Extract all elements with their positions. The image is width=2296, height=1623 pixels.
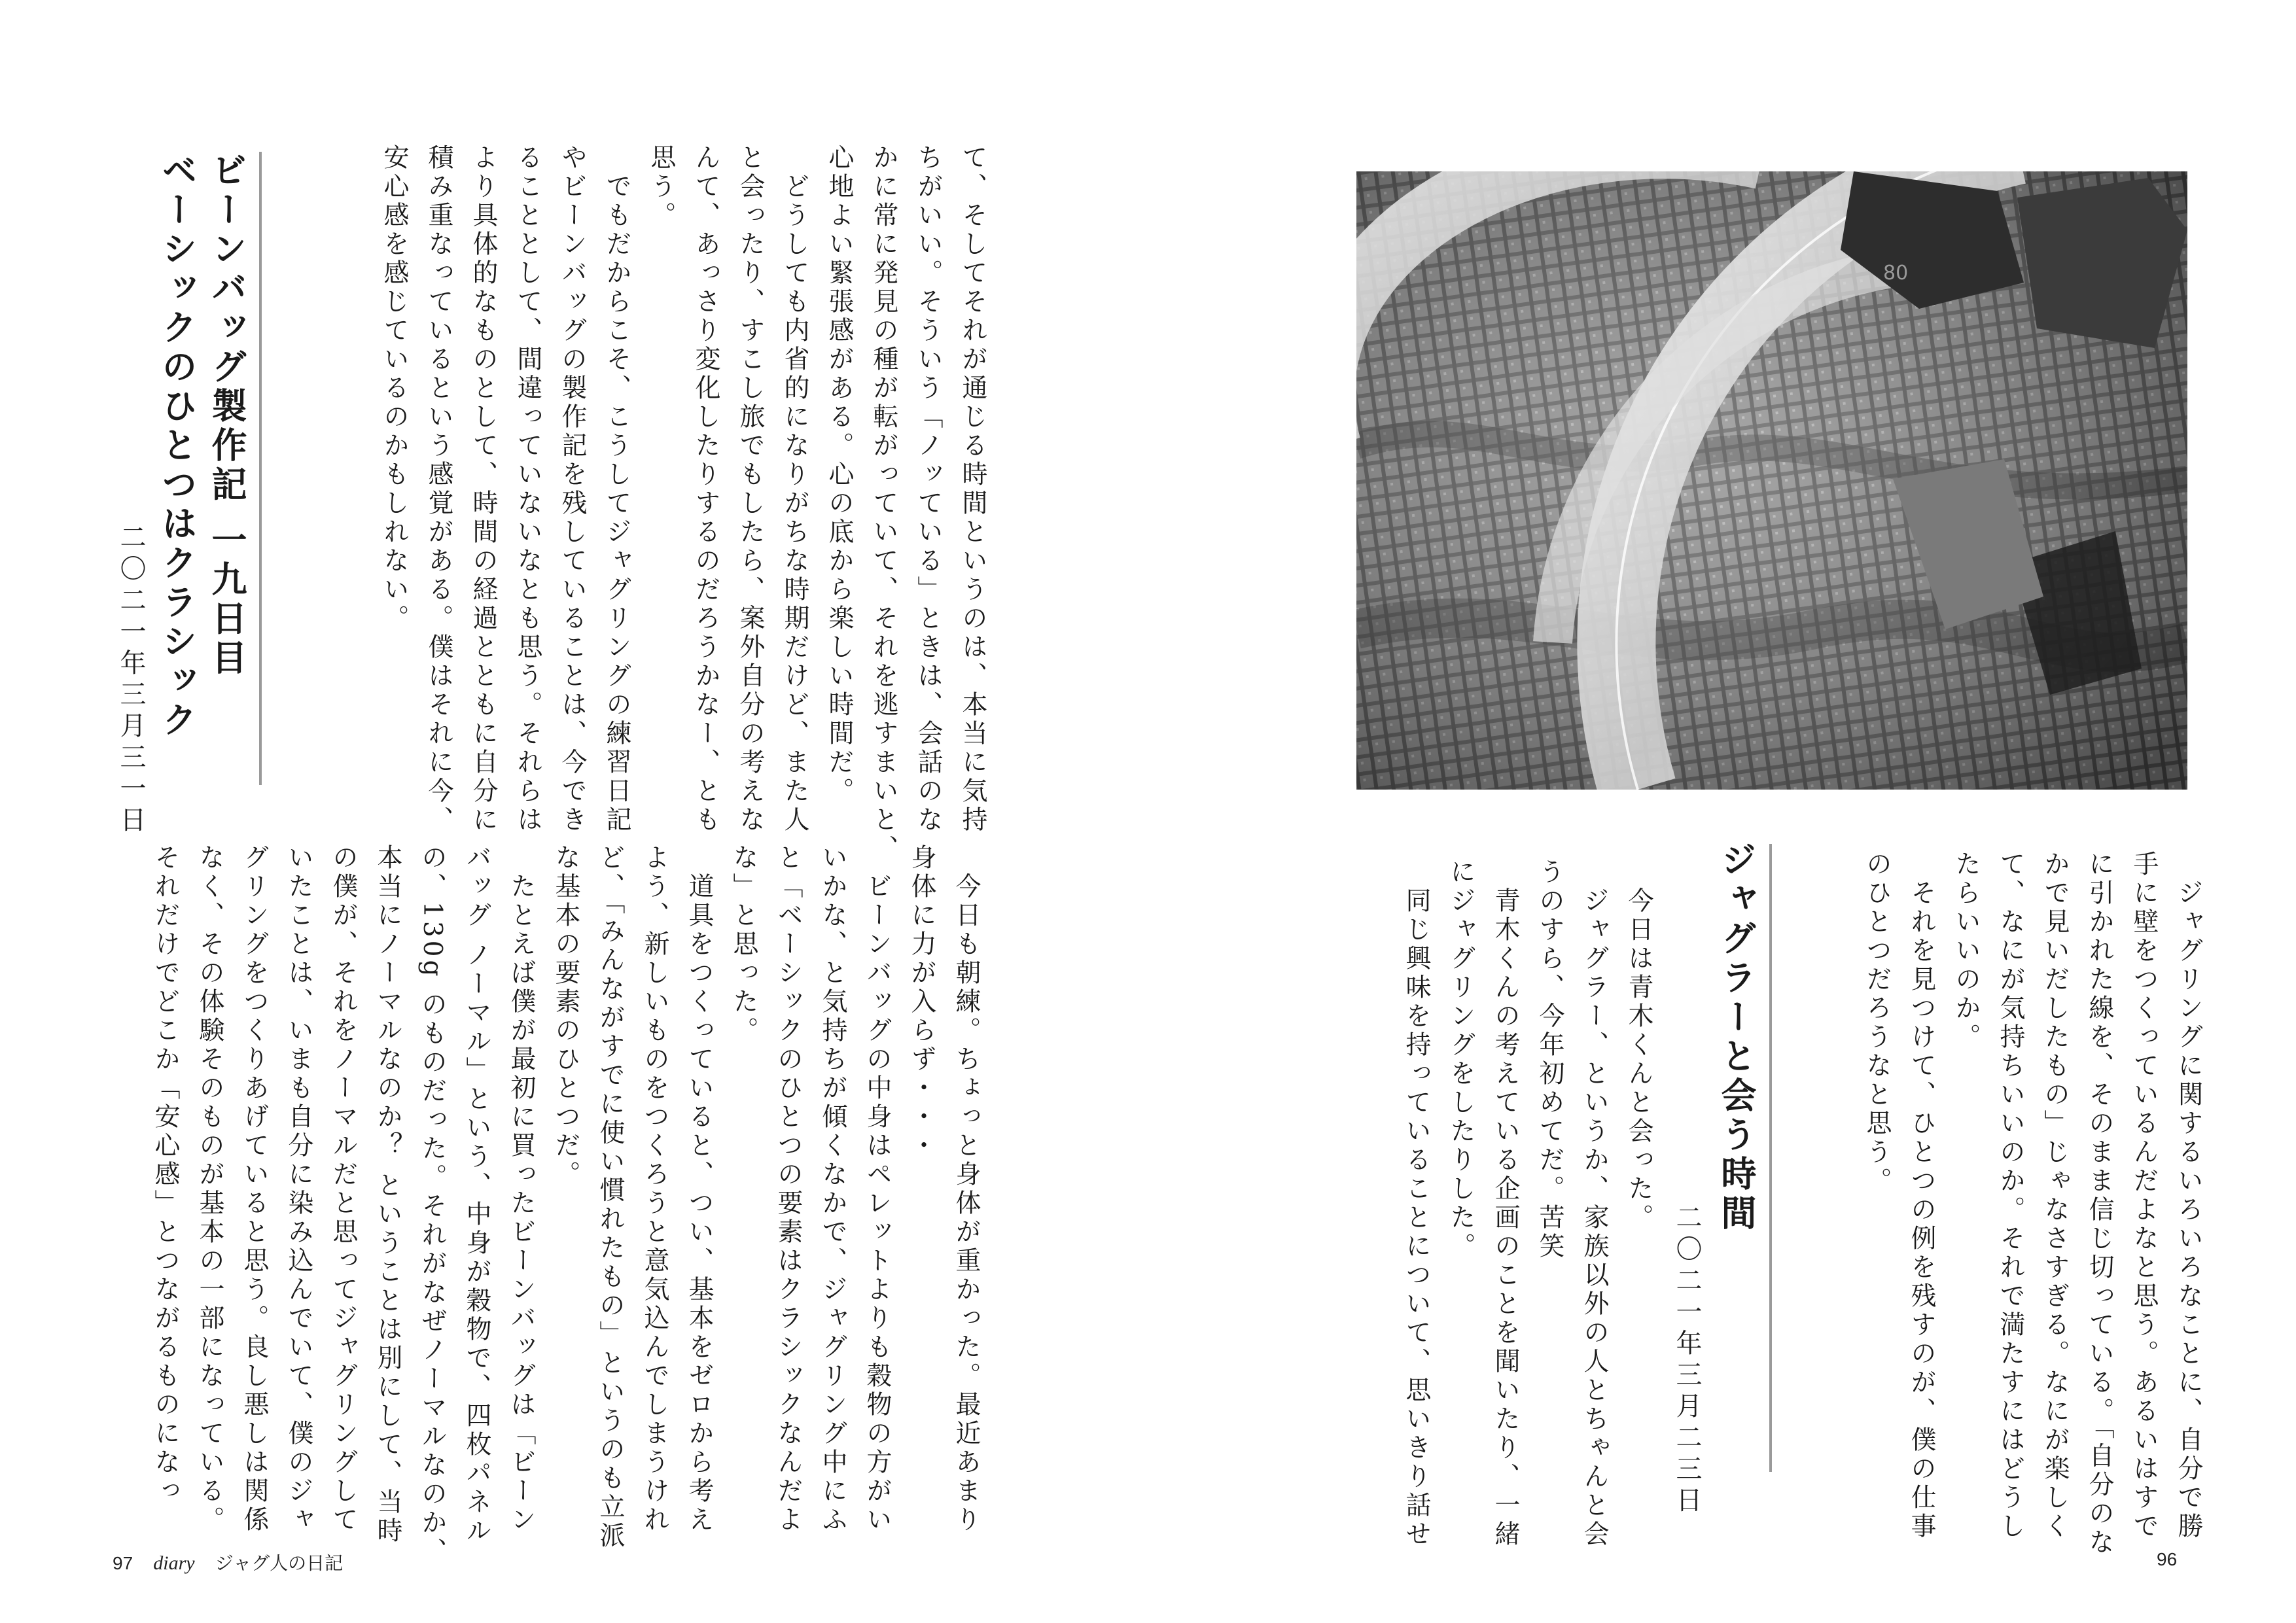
right-entry-title: ジャグラーと会う時間: [1716, 841, 1757, 1234]
text-line: かで見いだしたもの」じゃなさすぎる。なにが楽しく: [2040, 850, 2070, 1541]
text-line: な」と思った。: [729, 844, 758, 1045]
text-line: の僕が、それをノーマルだと思ってジャグリングして: [328, 844, 358, 1535]
text-line: 安心感を感じているのかもしれない。: [380, 144, 409, 633]
text-line: バッグ ノーマル」という、中身が穀物で、四枚パネル: [462, 844, 491, 1546]
text-line: の、130g のものだった。それがなぜノーマルなのか、: [417, 844, 447, 1567]
text-line: ジャグラー、というか、家族以外の人とちゃんと会: [1580, 858, 1609, 1549]
right-text-continued: [1857, 850, 2210, 1558]
page-number: 97: [113, 1553, 133, 1573]
entry-title-line-1: ビーンバッグ製作記 一九日目: [206, 152, 247, 678]
text-line: と会ったり、すこし旅でもしたら、案外自分の考えな: [735, 144, 765, 835]
text-line: 心地よい緊張感がある。心の底から楽しい時間だ。: [824, 144, 854, 806]
text-line: どうしても内省的になりがちな時期だけど、また人: [780, 144, 809, 835]
text-line: やビーンバッグの製作記を残していることは、今でき: [557, 144, 587, 835]
text-line: な基本の要素のひとつだ。: [551, 844, 580, 1189]
text-line: それだけでどこか「安心感」とつながるものになっ: [150, 844, 180, 1506]
text-line: 今日は青木くんと会った。: [1624, 858, 1653, 1232]
text-line: にジャグリングをしたりした。: [1446, 858, 1475, 1261]
running-header: ジャグ人の日記: [215, 1553, 344, 1573]
page-number: 96: [2157, 1549, 2178, 1569]
text-line: グリングをつくりあげていると思う。良し悪しは関係: [239, 844, 269, 1535]
text-line: うのすら、今年初めてだ。苦笑: [1535, 858, 1564, 1261]
text-line: ビーンバッグの中身はペレットよりも穀物の方がい: [862, 844, 892, 1535]
text-line: なく、その体験そのものが基本の一部になっている。: [195, 844, 224, 1535]
text-line: より具体的なものとして、時間の経過とともに自分に: [468, 144, 498, 835]
text-line: て、そしてそれが通じる時間というのは、本当に気持: [958, 144, 987, 835]
text-line: かに常に発見の種が転がっていて、それを逃すまいと、: [869, 144, 898, 864]
text-line: に引かれた線を、そのまま信じ切っている。「自分のな: [2085, 850, 2114, 1558]
right-entry-date: 二〇二一年三月二三日: [1672, 1204, 1702, 1518]
text-line: 手に壁をつくっているんだよなと思う。あるいはすで: [2129, 850, 2159, 1541]
photo-plastic-rings-on-tarp: [1356, 171, 2187, 790]
left-footer: [113, 1549, 343, 1575]
text-line: 本当にノーマルなのか？ ということは別にして、当時: [373, 844, 402, 1546]
photo-illustration: [1356, 171, 2187, 790]
text-line: それを見つけて、ひとつの例を残すのが、僕の仕事: [1907, 850, 1936, 1541]
text-line: て、なにが気持ちいいのか。それで満たすにはどうし: [1996, 850, 2025, 1541]
text-line: たらいいのか。: [1951, 850, 1981, 1052]
entry-title-line-2: ベーシックのひとつはクラシック: [156, 152, 198, 741]
text-line: 身体に力が入らず・・・: [907, 844, 936, 1161]
text-line: ることとして、間違っていないなとも思う。それらは: [513, 144, 542, 835]
left-upper-text: [340, 144, 995, 864]
text-line: 今日も朝練。ちょっと身体が重かった。最近あまり: [951, 844, 981, 1535]
photo-digits: 80: [1883, 262, 1909, 285]
entry-title: [152, 152, 251, 793]
text-line: いたことは、いまも自分に染み込んでいて、僕のジャ: [284, 844, 313, 1535]
text-line: いかな、と気持ちが傾くなかで、ジャグリング中にふ: [818, 844, 847, 1535]
text-line: のひとつだろうなと思う。: [1862, 850, 1892, 1196]
entry-date: 二〇二一年三月三一日: [116, 523, 146, 837]
title-rule: [259, 152, 262, 785]
text-line: 思う。: [646, 144, 676, 230]
text-line: 同じ興味を持っていることについて、思いきり話せ: [1402, 858, 1431, 1549]
text-line: 積み重なっているという感覚がある。僕はそれに今、: [424, 144, 453, 835]
text-line: ど、「みんながすでに使い慣れたもの」というのも立派: [595, 844, 625, 1551]
right-body-text: [1347, 858, 1661, 1549]
text-line: ジャグリングに関するいろいろなことに、自分で勝: [2174, 850, 2203, 1541]
text-line: よう、新しいものをつくろうと意気込んでしまうけれ: [640, 844, 669, 1535]
running-header-italic: diary: [153, 1552, 195, 1574]
text-line: 青木くんの考えている企画のことを聞いたり、一緒: [1491, 858, 1520, 1549]
text-line: ちがいい。そういう「ノッている」ときは、会話のな: [913, 144, 943, 835]
text-line: 道具をつくっていると、つい、基本をゼロから考え: [684, 844, 714, 1535]
text-line: と「ベーシックのひとつの要素はクラシックなんだよ: [773, 844, 803, 1535]
text-line: でもだからこそ、こうしてジャグリングの練習日記: [602, 144, 631, 835]
text-line: んて、あっさり変化したりするのだろうかなー、とも: [691, 144, 720, 835]
right-title-rule: [1769, 844, 1772, 1472]
text-line: たとえば僕が最初に買ったビーンバッグは「ビーン: [506, 844, 536, 1535]
right-footer: [2157, 1549, 2177, 1570]
